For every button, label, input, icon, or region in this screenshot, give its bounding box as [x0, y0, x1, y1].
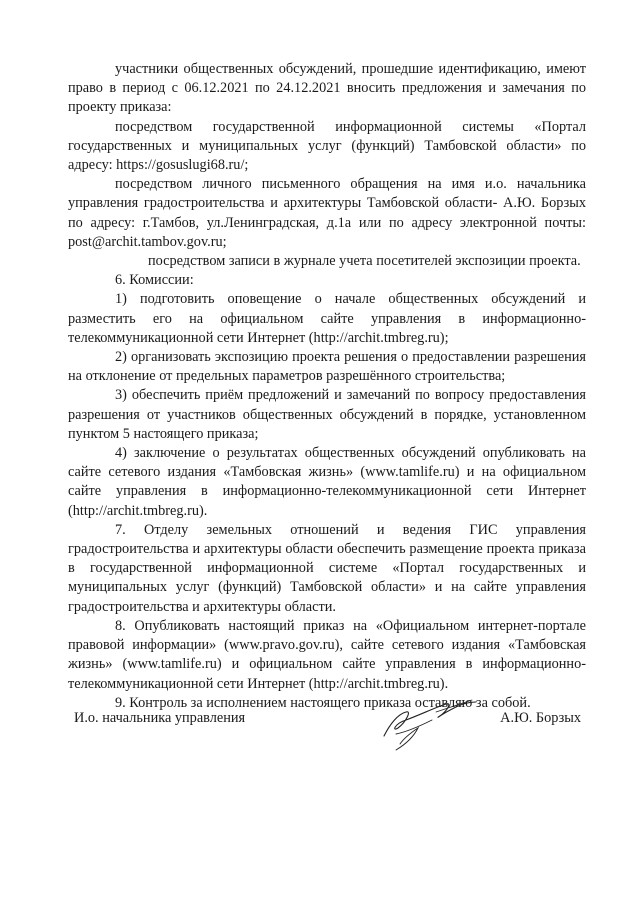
- paragraph-subitem-2: 2) организовать экспозицию проекта решения о предоставлении разрешения на отклонение от предельных параметров разрешённого строительства;: [68, 349, 586, 385]
- paragraph-via-visitor-log: посредством записи в журнале учета посетителей экспозиции проекта.: [148, 253, 581, 270]
- paragraph-subitem-3: 3) обеспечить приём предложений и замечаний по вопросу предоставления разрешения от участников общественных обсуждений в порядке, установленном пунктом 5 настоящего приказа;: [68, 387, 586, 442]
- paragraph-item-8: 8. Опубликовать настоящий приказ на «Официальном интернет-портале правовой информации» (www.pravo.gov.ru), сайте сетевого издания «Тамбовская жизнь» (www.tamlife.ru) и официальном сайте управления в информационно-телекоммуникационной сети Интернет (http://archit.tmbreg.ru).: [68, 617, 586, 692]
- paragraph-item-7: 7. Отделу земельных отношений и ведения ГИС управления градостроительства и архитектуры области обеспечить размещение проекта приказа в государственной информационной системе «Портал государственных и муниципальных услуг (функций) Тамбовской области» и на сайте управления градостроительства и архитектуры области.: [68, 521, 586, 615]
- paragraph-subitem-4: 4) заключение о результатах общественных обсуждений опубликовать на сайте сетевого издания «Тамбовская жизнь» (www.tamlife.ru) и на официальном сайте управления в информационно-телекоммуникационной сети Интернет (http://archit.tmbreg.ru).: [68, 445, 586, 519]
- paragraph-via-written-appeal: посредством личного письменного обращения на имя и.о. начальника управления градостроительства и архитектуры Тамбовской области- А.Ю. Борзых по адресу: г.Тамбов, ул.Ленинградская, д.1а или по адресу электронной почты: post@archit.tambov.gov.ru;: [68, 176, 586, 250]
- paragraph-participants-rights: участники общественных обсуждений, прошедшие идентификацию, имеют право в период с 06.12.2021 по 24.12.2021 вносить предложения и замечания по проекту приказа:: [68, 61, 586, 116]
- handwritten-signature-icon: [376, 694, 486, 754]
- signer-position: И.о. начальника управления: [74, 710, 246, 726]
- signer-name: А.Ю. Борзых: [500, 710, 581, 726]
- paragraph-item-6-commission: 6. Комиссии:: [115, 272, 194, 289]
- signature-block: [68, 702, 586, 762]
- document-body: [68, 60, 586, 713]
- paragraph-item-9: 9. Контроль за исполнением настоящего приказа оставляю за собой.: [115, 694, 531, 711]
- paragraph-via-gosuslugi-portal: посредством государственной информационной системы «Портал государственных и муниципальных услуг (функций) Тамбовской области» по адресу: https://gosuslugi68.ru/;: [68, 118, 586, 174]
- paragraph-subitem-1: 1) подготовить оповещение о начале общественных обсуждений и разместить его на официальном сайте управления в информационно-телекоммуникационной сети Интернет (http://archit.tmbreg.ru);: [68, 291, 586, 346]
